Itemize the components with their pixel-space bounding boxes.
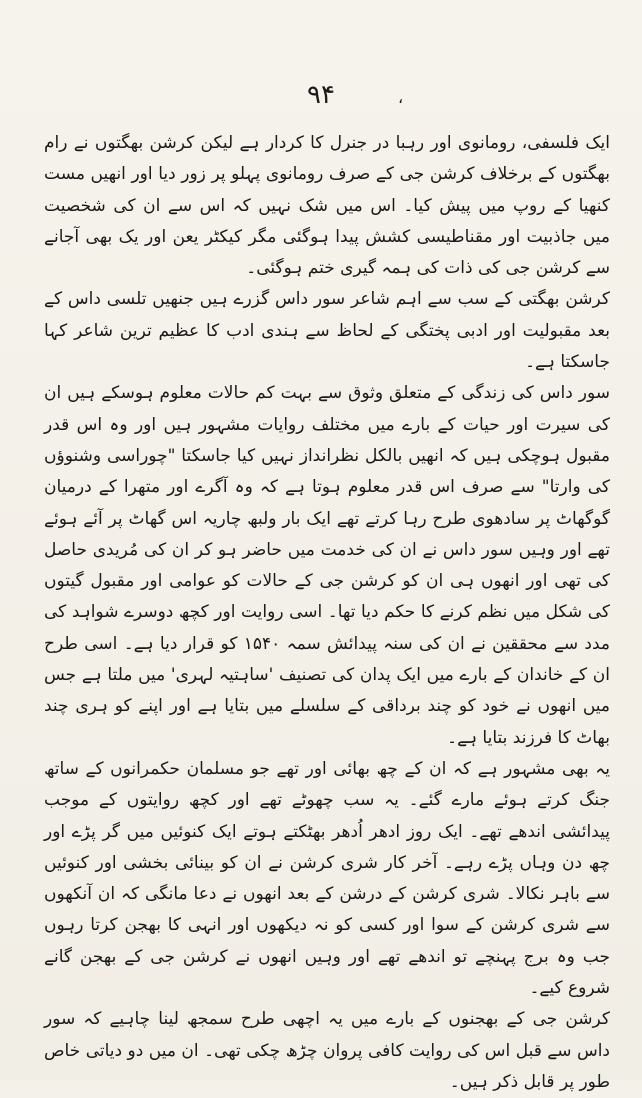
page-mark: ،	[398, 88, 404, 107]
page-number: ۹۴	[307, 80, 335, 110]
paragraph-5: کرشن جی کے بھجنوں کے بارے میں یہ اچھی طرح سمجھ لینا چاہیے کہ سور داس سے قبل اس کی روایت کافی پروان چڑھ چکی تھی۔ ان میں دو دیاتی خاص طور پر قابل ذکر ہیں۔	[44, 1009, 610, 1092]
paragraph-3: سور داس کی زندگی کے متعلق وثوق سے بہت کم حالات معلوم ہوسکے ہیں ان کی سیرت اور حیات کے بارے میں مختلف روایات مشہور ہیں اور وہ اس قدر مقبول ہوچکی ہیں کہ انھیں بالکل نظرانداز نہیں کیا جاسکتا "چوراسی وشنوؤں کی وارتا" سے صرف اس قدر معلوم ہوتا ہے کہ وہ آگرے اور متھرا کے درمیان گوگھاٹ پر سادھوی طرح رہا کرتے تھے ایک بار ولبھ چاریہ اس گھاٹ پر آئے ہوئے تھے اور وہیں سور داس نے ان کی خدمت میں حاضر ہو کر ان کی مُریدی حاصل کی تھی اور انھوں ہی ان کو کرشن جی کے حالات کو عوامی اور مقبول گیتوں کی شکل میں نظم کرنے کا حکم دیا تھا۔ اسی روایت اور کچھ دوسرے شواہد کی مدد سے محققین نے ان کی سنہ پیدائش سمہ ۱۵۴۰ کو قرار دیا ہے۔ اسی طرح ان کے خاندان کے بارے میں ایک پدان کی تصنیف 'ساہتیہ لہری' میں ملتا ہے جس میں انھوں نے خود کو چند برداقی کے سلسلے میں بتایا ہے اور اپنے کو ہری چند بھاٹ کا فرزند بتایا ہے۔	[44, 383, 611, 748]
paragraph-2: کرشن بھگتی کے سب سے اہم شاعر سور داس گزرے ہیں جنھیں تلسی داس کے بعد مقبولیت اور ادبی پختگی کے لحاظ سے ہندی ادب کا عظیم ترین شاعر کہا جاسکتا ہے۔	[44, 289, 610, 373]
paragraph-4: یہ بھی مشہور ہے کہ ان کے چھ بھائی اور تھے جو مسلمان حکمرانوں کے ساتھ جنگ کرتے ہوئے مارے گئے۔ یہ سب چھوٹے تھے اور کچھ روایتوں کے موجب پیدائشی اندھے تھے۔ ایک روز ادھر اُدھر بھٹکتے ہوتے ایک کنوئیں میں گر پڑے اور چھ دن وہاں پڑے رہے۔ آخر کار شری کرشن نے ان کو بینائی بخشی اور کنوئیں سے باہر نکالا۔ شری کرشن کے درشن کے بعد انھوں نے دعا مانگی کہ ان آنکھوں سے شری کرشن کے سوا اور کسی کو نہ دیکھوں اور انہی کا بھجن کرتا رہوں جب وہ برج پہنچے تو اندھے تھے اور وہیں انھوں نے کرشن جی کے بھجن گانے شروع کیے۔	[44, 758, 610, 999]
paragraph-1: ایک فلسفی، رومانوی اور رہبا در جنرل کا کردار ہے لیکن کرشن بھگتوں نے رام بھگتوں کے برخلاف کرشن جی کے صرف رومانوی پہلو پر زور دیا اور انھیں مست کنھیا کے روپ میں پیش کیا۔ اس میں شک نہیں کہ اس سے ان کی شخصیت میں جاذبیت اور مقناطیسی کشش پیدا ہوگئی مگر کیکٹر یعن اور یک بھی آجانے سے کرشن جی کی ذات کی ہمہ گیری ختم ہوگئی۔	[44, 133, 610, 279]
body-text	[44, 128, 610, 1098]
